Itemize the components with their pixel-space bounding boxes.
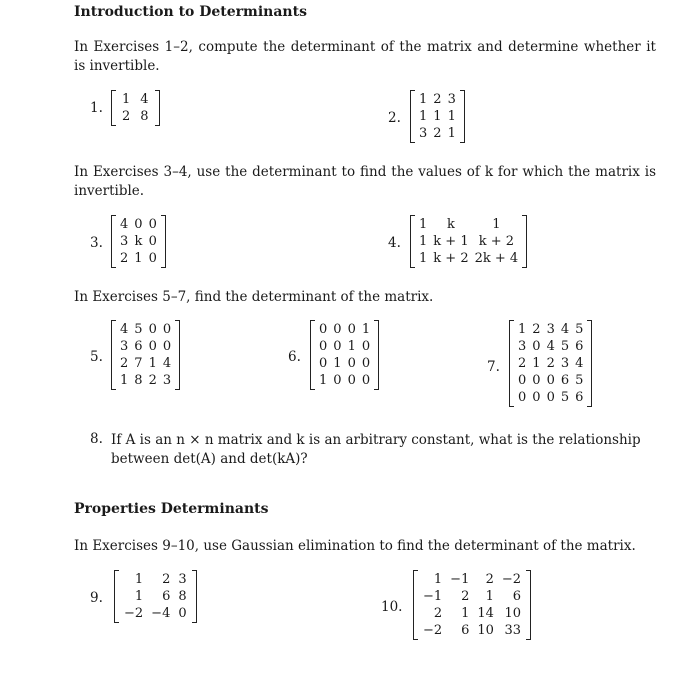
matrix-entry: 0 — [347, 356, 356, 371]
matrix-entry: 1 — [120, 373, 129, 388]
matrix-table — [416, 91, 459, 142]
matrix-entry: 1 — [419, 234, 428, 249]
matrix-entry: k — [134, 234, 143, 249]
matrix-entry: 1 — [419, 109, 428, 124]
matrix-row — [416, 91, 459, 108]
exercise-10-matrix — [413, 570, 531, 640]
matrix-entry: 3 — [546, 322, 555, 337]
exercise-3-matrix — [111, 215, 166, 268]
matrix-entry: 1 — [518, 322, 527, 337]
matrix-entry: 2 — [546, 356, 555, 371]
matrix-entry: 4 — [120, 217, 129, 232]
matrix-entry: 4 — [560, 322, 570, 337]
matrix-entry: 0 — [532, 390, 541, 405]
matrix-entry: 0 — [546, 390, 555, 405]
instruction-ex5-7: In Exercises 5–7, find the determinant of the matrix. — [74, 289, 434, 305]
matrix-entry: 1 — [461, 606, 470, 621]
matrix-row — [117, 91, 154, 108]
matrix-row — [117, 372, 174, 389]
matrix-entry: 0 — [333, 373, 342, 388]
matrix-table — [416, 216, 521, 267]
matrix-entry: 10 — [477, 623, 494, 638]
exercise-1-label: 1. — [90, 100, 103, 116]
matrix-entry: −4 — [151, 606, 171, 621]
matrix-entry: 4 — [575, 356, 584, 371]
matrix-entry: 0 — [361, 373, 371, 388]
matrix-row — [515, 389, 586, 406]
exercise-8-label: 8. — [90, 431, 103, 447]
matrix-entry: 4 — [140, 92, 149, 107]
matrix-row — [515, 321, 586, 338]
exercise-6-label: 6. — [288, 349, 301, 365]
exercise-7-label: 7. — [487, 359, 500, 375]
matrix-row — [117, 338, 174, 355]
matrix-entry: 1 — [347, 339, 356, 354]
matrix-entry: −1 — [450, 572, 470, 587]
matrix-entry: 0 — [532, 339, 541, 354]
exercise-2-label: 2. — [388, 110, 401, 126]
matrix-entry: 3 — [447, 92, 456, 107]
matrix-row — [515, 355, 586, 372]
matrix-entry: 3 — [560, 356, 570, 371]
matrix-entry: 1 — [419, 251, 428, 266]
matrix-table — [419, 571, 525, 639]
exercise-2-matrix — [410, 90, 465, 143]
exercise-4-matrix — [410, 215, 527, 268]
matrix-entry: 0 — [532, 373, 541, 388]
matrix-entry: 1 — [419, 217, 428, 232]
matrix-row — [117, 216, 160, 233]
matrix-row — [416, 233, 521, 250]
matrix-entry: −1 — [423, 589, 443, 604]
matrix-entry: 0 — [347, 322, 356, 337]
matrix-entry: k + 2 — [478, 234, 515, 249]
matrix-entry: 0 — [518, 390, 527, 405]
matrix-entry: 3 — [162, 373, 172, 388]
matrix-entry: 0 — [148, 339, 157, 354]
matrix-entry: −2 — [423, 623, 443, 638]
matrix-row — [419, 571, 525, 588]
matrix-entry: 1 — [134, 572, 144, 587]
matrix-entry: 0 — [148, 322, 157, 337]
matrix-entry: 8 — [140, 109, 149, 124]
matrix-entry: 2 — [485, 572, 494, 587]
matrix-row — [117, 233, 160, 250]
matrix-entry: 0 — [162, 339, 172, 354]
matrix-row — [515, 372, 586, 389]
matrix-entry: 14 — [477, 606, 494, 621]
matrix-entry: 33 — [504, 623, 522, 638]
matrix-row — [316, 338, 373, 355]
exercise-6-matrix — [310, 320, 379, 390]
matrix-entry: 0 — [319, 322, 328, 337]
matrix-entry: 3 — [120, 234, 129, 249]
matrix-row — [117, 250, 160, 267]
matrix-entry: 6 — [512, 589, 522, 604]
instruction-ex3-4: In Exercises 3–4, use the determinant to find the values of k for which the matrix is invertible. — [74, 164, 656, 199]
matrix-entry: 2 — [122, 109, 131, 124]
matrix-entry: 1 — [433, 572, 443, 587]
matrix-row — [117, 321, 174, 338]
matrix-entry: 1 — [447, 109, 456, 124]
matrix-entry: 0 — [347, 373, 356, 388]
matrix-entry: −2 — [501, 572, 522, 587]
matrix-entry: 2 — [518, 356, 527, 371]
matrix-entry: 7 — [134, 356, 143, 371]
matrix-entry: 6 — [575, 339, 584, 354]
matrix-row — [117, 108, 154, 125]
matrix-entry: 3 — [518, 339, 527, 354]
matrix-entry: 5 — [134, 322, 143, 337]
exercise-9-matrix — [114, 570, 197, 623]
matrix-entry: 2 — [433, 606, 443, 621]
matrix-entry: 0 — [361, 356, 371, 371]
matrix-row — [416, 216, 521, 233]
matrix-row — [416, 108, 459, 125]
matrix-row — [316, 355, 373, 372]
matrix-entry: 2 — [433, 126, 442, 141]
matrix-entry: 3 — [419, 126, 428, 141]
matrix-entry: 10 — [504, 606, 522, 621]
matrix-entry: 8 — [178, 589, 187, 604]
matrix-entry: 0 — [148, 234, 157, 249]
matrix-entry: 1 — [333, 356, 342, 371]
matrix-entry: 1 — [532, 356, 541, 371]
matrix-row — [120, 571, 191, 588]
matrix-entry: 5 — [575, 322, 584, 337]
matrix-entry: 0 — [148, 251, 157, 266]
matrix-entry: 0 — [546, 373, 555, 388]
exercise-1-matrix — [111, 90, 160, 126]
matrix-row — [316, 372, 373, 389]
matrix-entry: 2 — [532, 322, 541, 337]
matrix-entry: k + 2 — [433, 251, 469, 266]
matrix-table — [117, 216, 160, 267]
matrix-entry: 5 — [560, 390, 570, 405]
matrix-entry: 0 — [319, 356, 328, 371]
matrix-entry: 2 — [461, 589, 470, 604]
matrix-entry: 2k + 4 — [474, 251, 519, 266]
matrix-table — [316, 321, 373, 389]
matrix-entry: k — [446, 217, 455, 232]
matrix-entry: 6 — [560, 373, 570, 388]
matrix-row — [419, 605, 525, 622]
matrix-entry: 0 — [178, 606, 187, 621]
instruction-ex9-10: In Exercises 9–10, use Gaussian elimination to find the determinant of the matrix. — [74, 538, 636, 554]
matrix-row — [419, 588, 525, 605]
matrix-table — [117, 91, 154, 125]
exercise-5-matrix — [111, 320, 180, 390]
matrix-row — [416, 125, 459, 142]
instruction-ex1-2: In Exercises 1–2, compute the determinant of the matrix and determine whether it is invertible. — [74, 39, 656, 74]
matrix-entry: 1 — [447, 126, 456, 141]
matrix-row — [316, 321, 373, 338]
matrix-entry: 1 — [492, 217, 501, 232]
matrix-entry: −2 — [124, 606, 144, 621]
matrix-entry: 0 — [162, 322, 172, 337]
exercise-9-label: 9. — [90, 590, 103, 606]
exercise-8-text: If A is an n × n matrix and k is an arbitrary constant, what is the relationship between det(A) and det(kA)? — [111, 432, 641, 467]
matrix-row — [515, 338, 586, 355]
matrix-entry: 1 — [433, 109, 442, 124]
matrix-entry: 0 — [148, 217, 157, 232]
matrix-table — [120, 571, 191, 622]
matrix-table — [117, 321, 174, 389]
matrix-entry: 0 — [134, 217, 143, 232]
matrix-table — [515, 321, 586, 406]
matrix-entry: 0 — [361, 339, 371, 354]
matrix-entry: 6 — [134, 339, 143, 354]
matrix-row — [117, 355, 174, 372]
section-heading-properties: Properties Determinants — [74, 501, 269, 517]
matrix-entry: 2 — [120, 356, 129, 371]
matrix-entry: 1 — [485, 589, 494, 604]
matrix-entry: 1 — [148, 356, 157, 371]
exercise-3-label: 3. — [90, 235, 103, 251]
matrix-entry: 4 — [120, 322, 129, 337]
matrix-entry: 1 — [134, 589, 144, 604]
matrix-entry: k + 1 — [433, 234, 469, 249]
matrix-row — [120, 588, 191, 605]
matrix-entry: 4 — [162, 356, 172, 371]
matrix-entry: 1 — [134, 251, 143, 266]
matrix-entry: 6 — [461, 623, 470, 638]
matrix-entry: 2 — [433, 92, 442, 107]
matrix-entry: 3 — [120, 339, 129, 354]
matrix-row — [416, 250, 521, 267]
matrix-row — [419, 622, 525, 639]
matrix-entry: 8 — [134, 373, 143, 388]
matrix-entry: 3 — [178, 572, 187, 587]
matrix-entry: 1 — [419, 92, 428, 107]
matrix-entry: 6 — [162, 589, 171, 604]
matrix-entry: 5 — [575, 373, 584, 388]
matrix-entry: 2 — [148, 373, 157, 388]
matrix-entry: 2 — [120, 251, 129, 266]
section-heading-intro: Introduction to Determinants — [74, 4, 307, 20]
exercise-7-matrix — [509, 320, 592, 407]
matrix-entry: 0 — [319, 339, 328, 354]
matrix-entry: 1 — [361, 322, 371, 337]
matrix-row — [120, 605, 191, 622]
matrix-entry: 2 — [162, 572, 171, 587]
matrix-entry: 5 — [560, 339, 570, 354]
matrix-entry: 6 — [575, 390, 584, 405]
matrix-entry: 0 — [333, 322, 342, 337]
exercise-4-label: 4. — [388, 235, 401, 251]
exercise-10-label: 10. — [381, 599, 403, 615]
matrix-entry: 1 — [122, 92, 131, 107]
matrix-entry: 1 — [319, 373, 328, 388]
matrix-entry: 4 — [546, 339, 555, 354]
matrix-entry: 0 — [518, 373, 527, 388]
matrix-entry: 0 — [333, 339, 342, 354]
exercise-5-label: 5. — [90, 349, 103, 365]
